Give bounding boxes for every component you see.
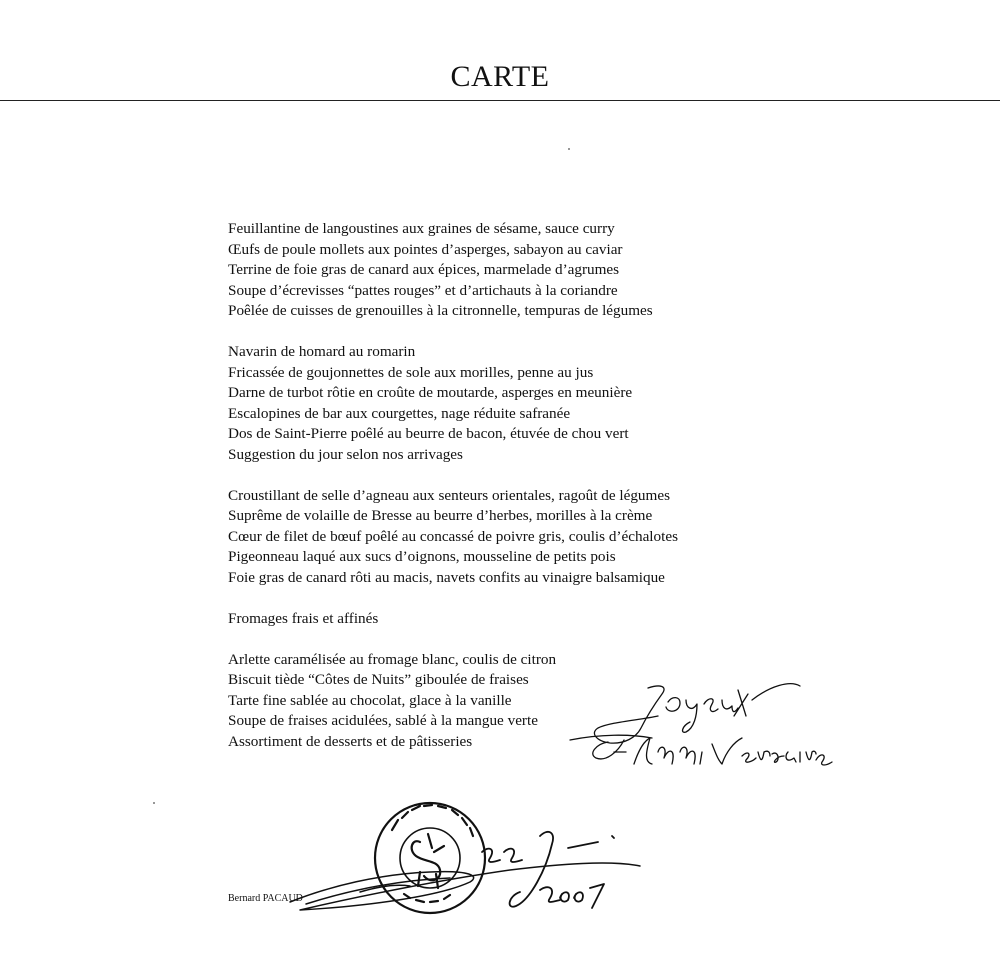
- title-underline: [0, 100, 1000, 101]
- menu-item: Pigeonneau laqué aux sucs d’oignons, mousseline de petits pois: [228, 548, 616, 565]
- menu-item: Fricassée de goujonnettes de sole aux morilles, penne au jus: [228, 363, 594, 381]
- menu-item: Croustillant de selle d’agneau aux senteurs orientales, ragoût de légumes: [228, 486, 670, 504]
- chef-signature: [290, 863, 640, 910]
- menu-list: [228, 219, 678, 773]
- menu-section-fish: [228, 342, 678, 465]
- menu-title: CARTE: [450, 60, 550, 93]
- paper-speck: [568, 148, 570, 150]
- handwritten-date: [482, 832, 614, 908]
- menu-section-desserts: [228, 650, 678, 753]
- menu-item: Suggestion du jour selon nos arrivages: [228, 445, 463, 463]
- chef-name: Bernard PACAUD: [228, 893, 303, 904]
- menu-item: Œufs de poule mollets aux pointes d’asperges, sabayon au caviar: [228, 240, 623, 258]
- menu-section-cheese: [228, 609, 678, 630]
- menu-item: Terrine de foie gras de canard aux épices, marmelade d’agrumes: [228, 261, 620, 278]
- menu-item: Arlette caramélisée au fromage blanc, coulis de citron: [228, 650, 557, 668]
- menu-item: Poêlée de cuisses de grenouilles à la citronnelle, tempuras de légumes: [228, 302, 653, 319]
- restaurant-stamp: [375, 803, 485, 913]
- menu-item: Cœur de filet de bœuf poêlé au concassé de poivre gris, coulis d’échalotes: [228, 527, 678, 545]
- menu-item: Escalopines de bar aux courgettes, nage réduite safranée: [228, 404, 571, 422]
- menu-item: Darne de turbot rôtie en croûte de moutarde, asperges en meunière: [228, 384, 633, 401]
- paper-speck: [153, 802, 155, 804]
- menu-item: Feuillantine de langoustines aux graines de sésame, sauce curry: [228, 220, 615, 237]
- menu-item: Biscuit tiède “Côtes de Nuits” giboulée de fraises: [228, 671, 529, 688]
- menu-item: Foie gras de canard rôti au macis, navets confits au vinaigre balsamique: [228, 568, 665, 586]
- menu-item: Tarte fine sablée au chocolat, glace à la vanille: [228, 691, 512, 709]
- menu-item: Navarin de homard au romarin: [228, 343, 416, 360]
- menu-item: Soupe de fraises acidulées, sablé à la mangue verte: [228, 712, 538, 729]
- menu-item: Soupe d’écrevisses “pattes rouges” et d’artichauts à la coriandre: [228, 281, 618, 299]
- menu-item: Suprême de volaille de Bresse au beurre d’herbes, morilles à la crème: [228, 507, 653, 524]
- menu-section-starters: [228, 219, 678, 322]
- menu-item: Assortiment de desserts et de pâtisseries: [228, 732, 473, 750]
- menu-section-meat: [228, 486, 678, 589]
- menu-item: Dos de Saint-Pierre poêlé au beurre de bacon, étuvée de chou vert: [228, 425, 629, 442]
- menu-item: Fromages frais et affinés: [228, 609, 379, 627]
